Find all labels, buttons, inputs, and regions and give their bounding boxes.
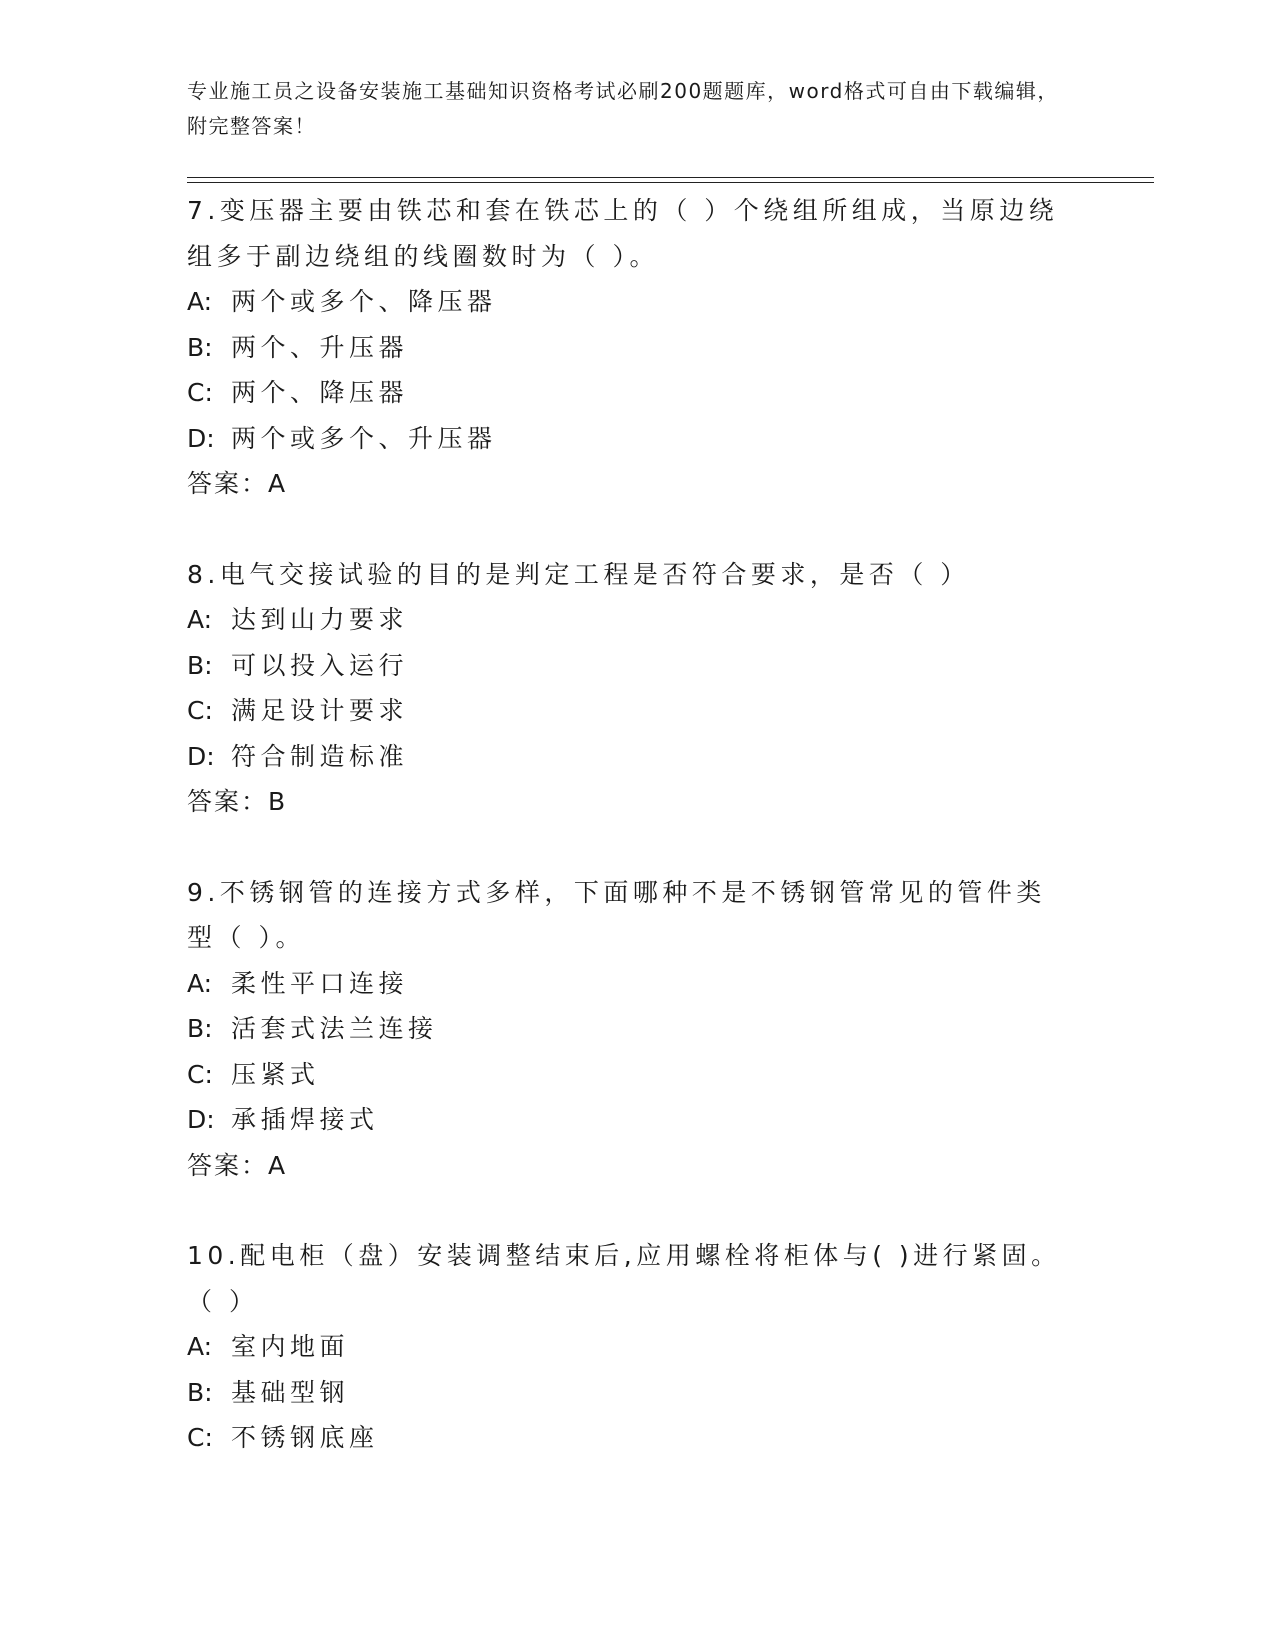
option-key: B: (187, 1014, 213, 1043)
option-key: C: (187, 1423, 213, 1452)
question-9 (187, 870, 1087, 1189)
header-divider-bottom (187, 182, 1154, 183)
question-8 (187, 552, 1087, 825)
question-stem: 8.电气交接试验的目的是判定工程是否符合要求，是否（ ） (187, 559, 970, 589)
option-key: B: (187, 332, 213, 362)
option-text: 基础型钢 (231, 1377, 350, 1407)
option-d (187, 416, 1087, 462)
option-c (187, 688, 1087, 734)
option-d (187, 734, 1087, 780)
option-key: A: (187, 605, 213, 634)
question-7 (187, 188, 1087, 507)
question-stem: 7.变压器主要由铁芯和套在铁芯上的（ ）个绕组所组成，当原边绕组多于副边绕组的线圈数时为（ ）。 (187, 196, 1059, 271)
question-stem: 10.配电柜（盘）安装调整结束后,应用螺栓将柜体与( )进行紧固。（ ） (187, 1241, 1061, 1316)
option-text: 活套式法兰连接 (231, 1014, 438, 1043)
document-header: 专业施工员之设备安装施工基础知识资格考试必刷200题题库，word格式可自由下载编辑，附完整答案！ (187, 79, 1059, 138)
option-text: 达到山力要求 (231, 605, 409, 634)
option-key: A: (187, 1332, 213, 1361)
option-key: B: (187, 1377, 213, 1407)
option-text: 不锈钢底座 (231, 1423, 379, 1452)
option-text: 满足设计要求 (231, 696, 409, 725)
option-text: 符合制造标准 (231, 741, 409, 771)
option-text: 柔性平口连接 (231, 968, 409, 998)
header-divider-top (187, 177, 1154, 178)
option-key: A: (187, 287, 213, 316)
option-a (187, 597, 1087, 643)
option-text: 承插焊接式 (231, 1105, 379, 1134)
option-text: 压紧式 (231, 1059, 320, 1089)
option-text: 两个、降压器 (231, 378, 409, 407)
option-key: C: (187, 1059, 213, 1089)
option-text: 两个或多个、升压器 (231, 423, 497, 453)
option-text: 室内地面 (231, 1332, 350, 1361)
option-c (187, 1415, 1087, 1461)
question-10 (187, 1233, 1087, 1461)
option-key: D: (187, 1105, 215, 1134)
option-c (187, 1052, 1087, 1098)
option-key: C: (187, 696, 213, 725)
option-key: B: (187, 650, 213, 680)
question-stem: 9.不锈钢管的连接方式多样，下面哪种不是不锈钢管常见的管件类型（ ）。 (187, 877, 1046, 952)
option-b (187, 643, 1087, 689)
option-key: C: (187, 378, 213, 407)
option-key: D: (187, 423, 215, 453)
option-d (187, 1097, 1087, 1143)
option-b (187, 1006, 1087, 1052)
option-text: 可以投入运行 (231, 650, 409, 680)
option-b (187, 1370, 1087, 1416)
answer-line: 答案：B (187, 787, 288, 816)
option-a (187, 961, 1087, 1007)
option-a (187, 1324, 1087, 1370)
question-list (187, 188, 1087, 1506)
option-text: 两个或多个、降压器 (231, 287, 497, 316)
option-text: 两个、升压器 (231, 332, 409, 362)
option-key: D: (187, 741, 215, 771)
option-b (187, 325, 1087, 371)
option-c (187, 370, 1087, 416)
answer-line: 答案：A (187, 469, 288, 498)
option-a (187, 279, 1087, 325)
answer-line: 答案：A (187, 1150, 288, 1180)
option-key: A: (187, 968, 213, 998)
